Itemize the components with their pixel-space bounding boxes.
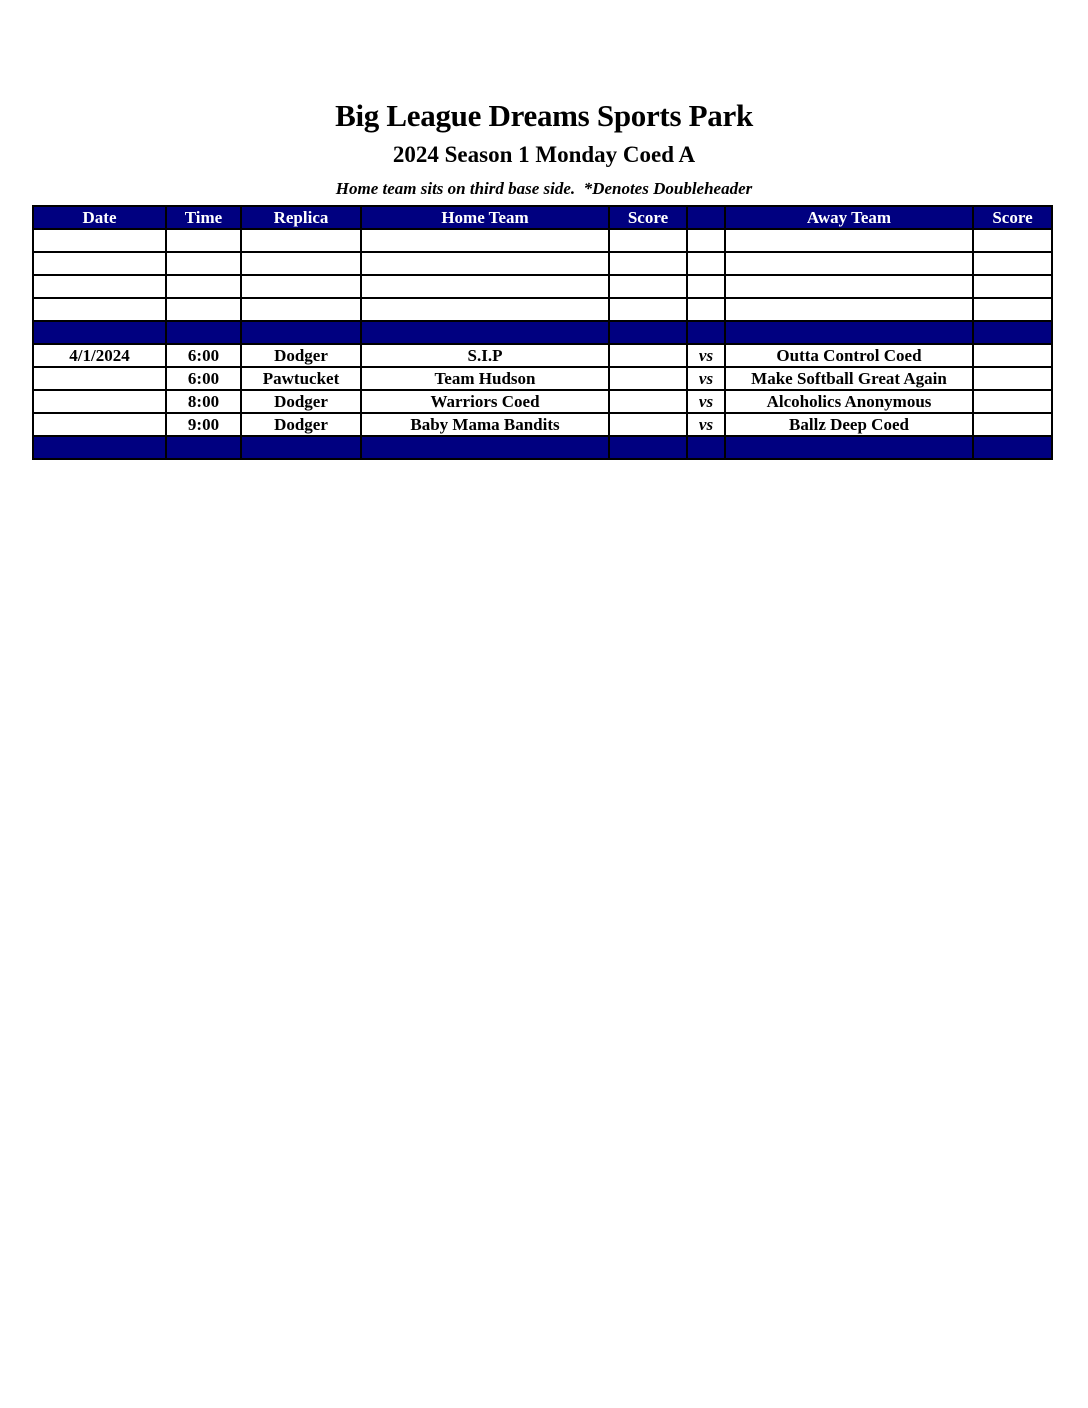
vs-label: vs [687,390,725,413]
away-score [973,413,1052,436]
separator-band [33,321,1052,344]
table-cell [361,298,609,321]
column-header-time: Time [166,206,241,229]
home-team: S.I.P [361,344,609,367]
band-cell [609,321,687,344]
home-score [609,367,687,390]
table-cell [973,275,1052,298]
away-score [973,390,1052,413]
band-cell [687,321,725,344]
band-cell [973,321,1052,344]
table-cell [973,229,1052,252]
band-cell [166,321,241,344]
table-cell [725,229,973,252]
column-header-vs [687,206,725,229]
game-field: Pawtucket [241,367,361,390]
game-date [33,367,166,390]
game-time: 8:00 [166,390,241,413]
band-cell [33,321,166,344]
band-cell [241,321,361,344]
table-cell [609,275,687,298]
band-cell [33,436,166,459]
table-cell [241,252,361,275]
game-field: Dodger [241,390,361,413]
table-cell [33,275,166,298]
table-cell [241,298,361,321]
table-cell [973,252,1052,275]
table-cell [687,275,725,298]
home-score [609,413,687,436]
home-team: Team Hudson [361,367,609,390]
table-cell [361,275,609,298]
band-cell [687,436,725,459]
table-cell [973,298,1052,321]
table-cell [33,229,166,252]
column-header-replica: Replica [241,206,361,229]
band-cell [166,436,241,459]
table-cell [725,252,973,275]
game-time: 6:00 [166,344,241,367]
away-team: Outta Control Coed [725,344,973,367]
table-cell [166,298,241,321]
table-cell [33,252,166,275]
band-cell [609,436,687,459]
column-header-home-score: Score [609,206,687,229]
table-cell [687,229,725,252]
table-cell [166,275,241,298]
table-cell [609,252,687,275]
table-cell [361,252,609,275]
vs-label: vs [687,367,725,390]
band-cell [973,436,1052,459]
table-cell [241,275,361,298]
table-cell [725,298,973,321]
doubleheader-note: Home team sits on third base side. *Denotes Doubleheader [335,179,753,198]
away-team: Alcoholics Anonymous [725,390,973,413]
game-field: Dodger [241,413,361,436]
empty-row [33,275,1052,298]
home-score [609,390,687,413]
home-score [609,344,687,367]
band-cell [361,321,609,344]
game-row [33,413,1052,436]
away-score [973,344,1052,367]
home-team: Baby Mama Bandits [361,413,609,436]
band-cell [361,436,609,459]
column-header-away-score: Score [973,206,1052,229]
band-cell [241,436,361,459]
game-time: 9:00 [166,413,241,436]
column-header-home-team: Home Team [361,206,609,229]
table-cell [687,298,725,321]
game-field: Dodger [241,344,361,367]
empty-row [33,298,1052,321]
table-cell [166,252,241,275]
band-cell [725,321,973,344]
game-row [33,390,1052,413]
vs-label: vs [687,413,725,436]
home-team: Warriors Coed [361,390,609,413]
table-cell [361,229,609,252]
empty-row [33,252,1052,275]
game-row [33,344,1052,367]
away-team: Ballz Deep Coed [725,413,973,436]
table-cell [241,229,361,252]
away-score [973,367,1052,390]
empty-row [33,229,1052,252]
separator-band [33,436,1052,459]
vs-label: vs [687,344,725,367]
schedule-table [32,205,1053,460]
page-title: Big League Dreams Sports Park [335,98,753,133]
game-time: 6:00 [166,367,241,390]
table-header-row [33,206,1052,229]
table-cell [166,229,241,252]
table-cell [609,229,687,252]
page-subtitle: 2024 Season 1 Monday Coed A [392,142,696,167]
column-header-date: Date [33,206,166,229]
away-team: Make Softball Great Again [725,367,973,390]
band-cell [725,436,973,459]
table-cell [609,298,687,321]
column-header-away-team: Away Team [725,206,973,229]
table-cell [687,252,725,275]
table-cell [725,275,973,298]
game-date [33,413,166,436]
table-cell [33,298,166,321]
game-date: 4/1/2024 [33,344,166,367]
game-date [33,390,166,413]
game-row [33,367,1052,390]
